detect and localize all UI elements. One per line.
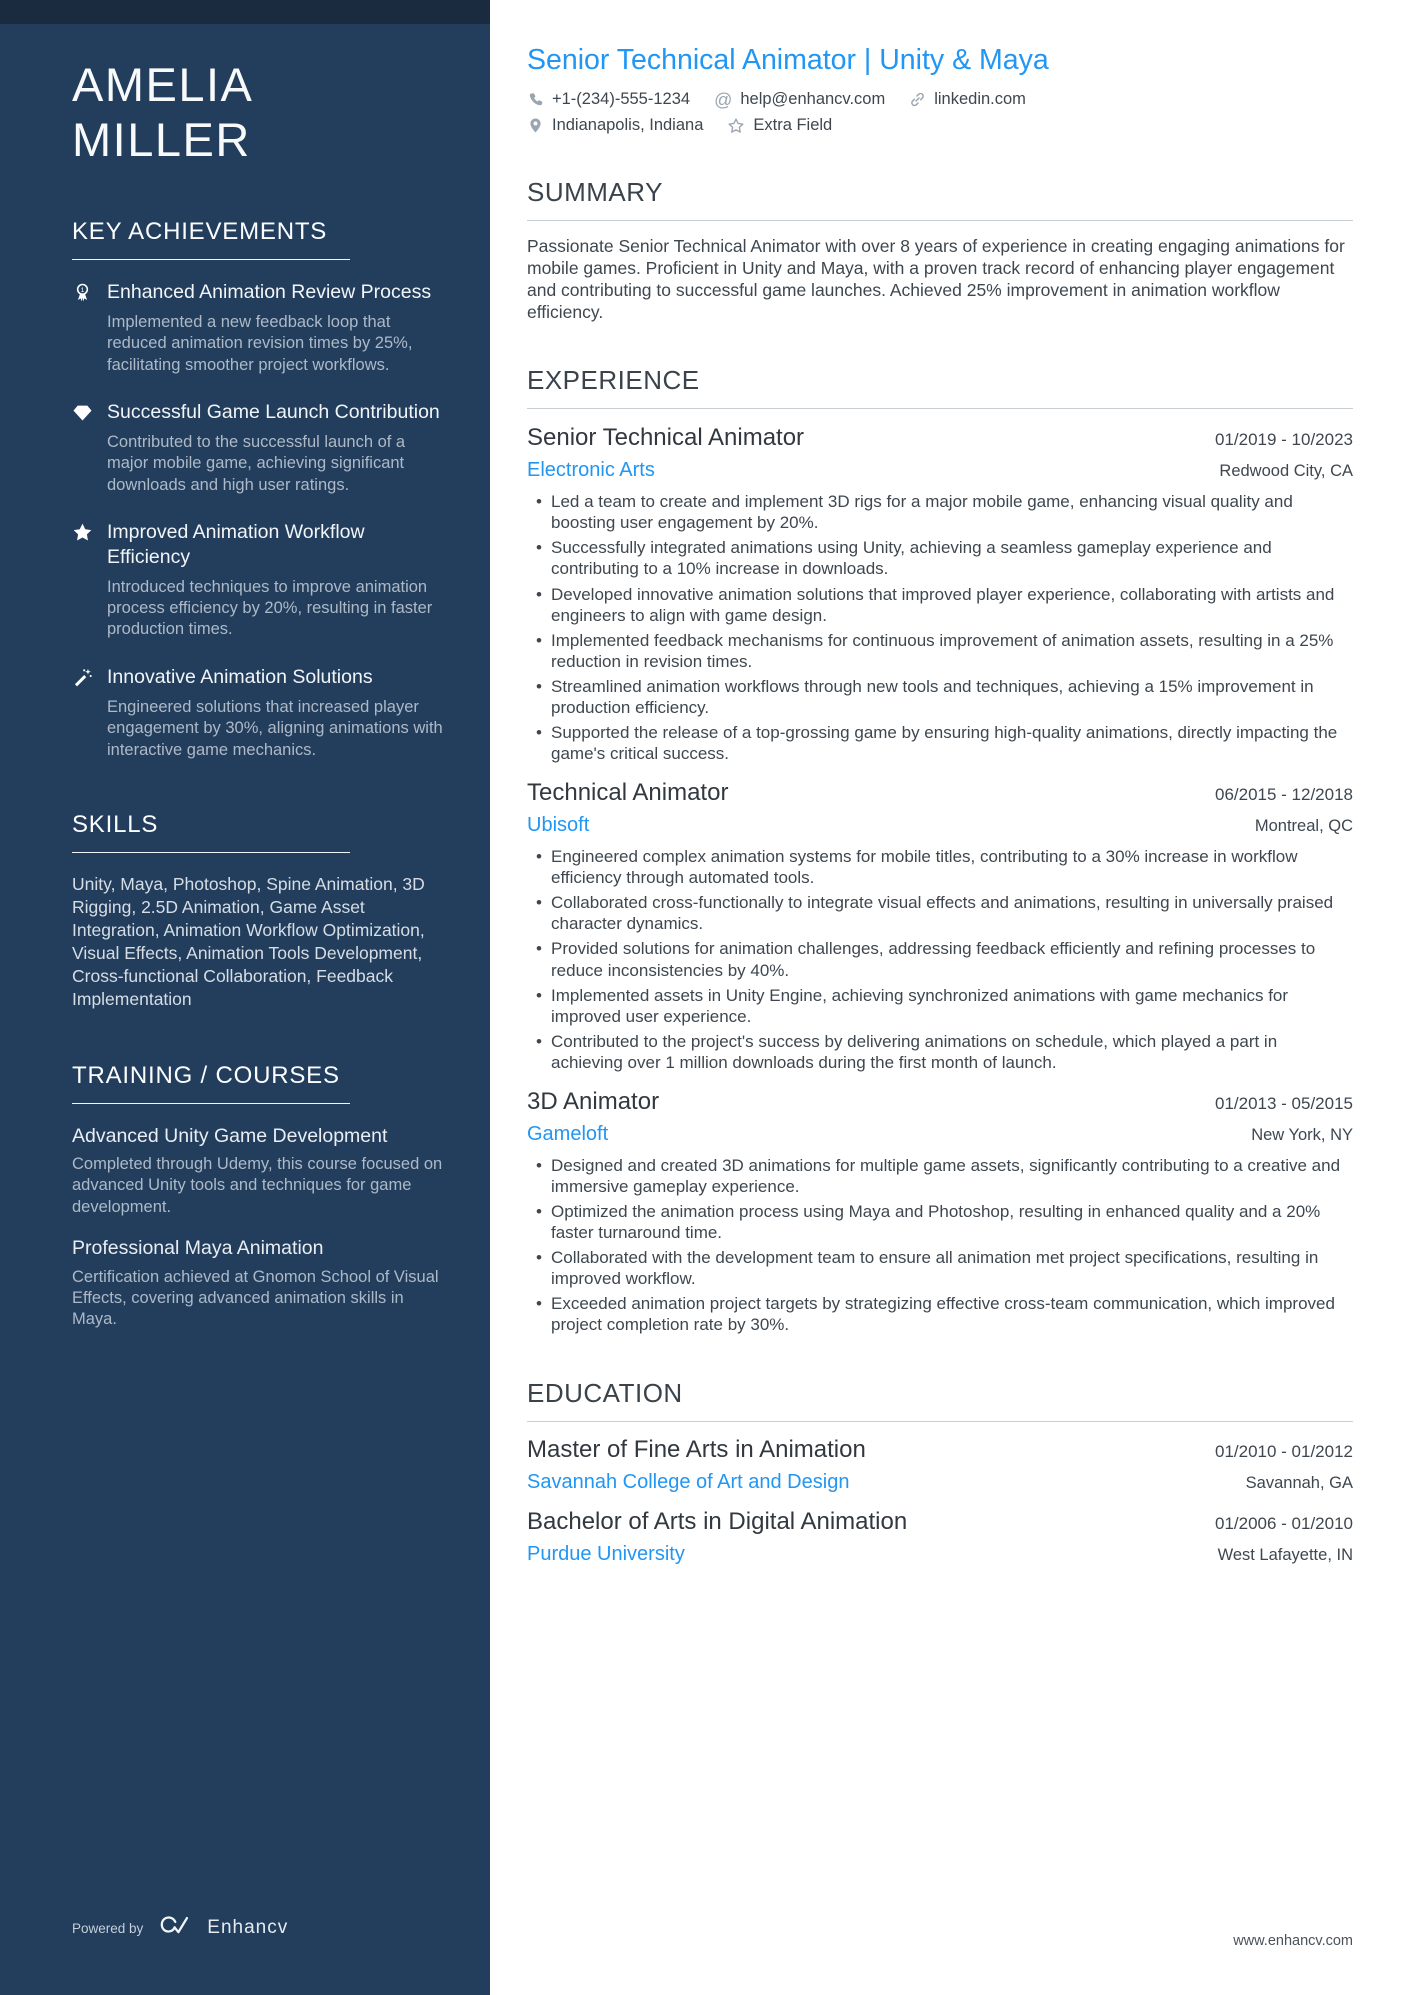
section-divider [72, 1103, 350, 1104]
phone-icon [527, 91, 544, 108]
education-location: Savannah, GA [1245, 1473, 1353, 1492]
link-icon [909, 91, 926, 108]
education-dates: 01/2010 - 01/2012 [1214, 1441, 1353, 1461]
section-divider [72, 259, 350, 260]
course-description: Completed through Udemy, this course focused on advanced Unity tools and techniques for game development. [72, 1154, 443, 1216]
linkedin-contact[interactable] [909, 90, 1026, 109]
job-bullet: • Designed and created 3D animations for multiple game assets, significantly contributing to a creative and immersive gameplay experience. [551, 1155, 1353, 1197]
candidate-name-line2: MILLER [72, 112, 251, 166]
powered-by-footer [72, 1913, 288, 1943]
job-title: 3D Animator [527, 1087, 660, 1115]
company-name: Ubisoft [527, 814, 590, 837]
job-location: Montreal, QC [1254, 817, 1353, 836]
achievement-description: Contributed to the successful launch of a major mobile game, achieving significant downloads and high user ratings. [107, 432, 406, 494]
achievement-item [72, 400, 444, 496]
achievement-description: Implemented a new feedback loop that reduced animation revision times by 25%, facilitating smoother project workflows. [107, 312, 413, 374]
contact-info [527, 90, 1353, 135]
degree-title: Master of Fine Arts in Animation [527, 1435, 866, 1463]
linkedin-url: linkedin.com [934, 90, 1026, 108]
achievement-description: Engineered solutions that increased player engagement by 30%, aligning animations with interactive game mechanics. [107, 697, 443, 759]
job-bullet: • Contributed to the project's success by delivering animations on schedule, which played a part in achieving over 1 million downloads during the first month of launch. [551, 1031, 1353, 1073]
job-bullet: • Engineered complex animation systems for mobile titles, contributing to a 30% increase in workflow efficiency through automated tools. [551, 846, 1353, 888]
candidate-name-line1: AMELIA [72, 58, 254, 111]
job-title: Senior Technical Animator [527, 424, 805, 452]
job-bullet: • Streamlined animation workflows through new tools and techniques, achieving a 15% improvement in production efficiency. [551, 676, 1353, 718]
job-bullet: • Exceeded animation project targets by strategizing effective cross-team communication, which improved project completion rate by 30%. [551, 1293, 1353, 1335]
experience-entry [527, 779, 1353, 1073]
job-dates: 01/2013 - 05/2015 [1214, 1093, 1353, 1113]
course-title: Professional Maya Animation [72, 1237, 324, 1260]
email-contact[interactable] [714, 90, 885, 109]
company-name: Electronic Arts [527, 459, 655, 482]
star-icon [72, 520, 94, 641]
job-bullet: • Collaborated with the development team to ensure all animation met project specifications, resulting in improved workflow. [551, 1247, 1353, 1289]
job-dates: 06/2015 - 12/2018 [1214, 785, 1353, 805]
achievement-item [72, 665, 444, 761]
summary-section-title: SUMMARY [527, 177, 1353, 221]
skills-list: Unity, Maya, Photoshop, Spine Animation, 3D Rigging, 2.5D Animation, Game Asset Integration, Animation Workflow Optimization, Visual Effects, Animation Tools Development, Cross-functional Collaboration, Feedback Implementation [72, 873, 425, 1010]
job-title: Technical Animator [527, 779, 729, 807]
job-location: Redwood City, CA [1219, 462, 1353, 481]
experience-entry [527, 424, 1353, 764]
school-name: Savannah College of Art and Design [527, 1470, 850, 1493]
sidebar-top-strip [0, 0, 490, 24]
location-text: Indianapolis, Indiana [552, 116, 704, 134]
job-bullet: • Successfully integrated animations using Unity, achieving a seamless gameplay experience and contributing to a 10% increase in downloads. [551, 537, 1353, 579]
job-bullet: • Developed innovative animation solutions that improved player experience, collaborating with artists and engineers to align with game design. [551, 584, 1353, 626]
svg-text:1: 1 [80, 286, 85, 294]
job-bullet: • Collaborated cross-functionally to integrate visual effects and animations, resulting in universally praised character dynamics. [551, 892, 1353, 934]
wand-icon [72, 665, 94, 761]
achievement-title: Enhanced Animation Review Process [107, 280, 432, 303]
achievement-description: Introduced techniques to improve animation process efficiency by 20%, resulting in faster production times. [107, 577, 433, 639]
email-address: help@enhancv.com [740, 90, 886, 108]
degree-title: Bachelor of Arts in Digital Animation [527, 1507, 908, 1535]
enhancv-brand-label: Enhancv [207, 1917, 289, 1938]
location-pin-icon [527, 117, 544, 134]
resume-headline: Senior Technical Animator | Unity & Maya [527, 44, 1049, 76]
sidebar [0, 0, 490, 1995]
job-bullet-list [527, 1155, 1353, 1336]
experience-entry [527, 1088, 1353, 1336]
gem-icon [72, 400, 94, 496]
medal-icon [72, 280, 94, 376]
education-section-title: EDUCATION [527, 1378, 1353, 1422]
candidate-name [72, 58, 444, 168]
job-bullet: • Provided solutions for animation challenges, addressing feedback efficiently and refining processes to reduce inconsistencies by 40%. [551, 938, 1353, 980]
achievement-title: Improved Animation Workflow Efficiency [107, 521, 365, 568]
key-achievements-title: KEY ACHIEVEMENTS [72, 217, 328, 245]
achievement-item [72, 520, 444, 641]
achievement-title: Successful Game Launch Contribution [107, 401, 440, 424]
job-bullet: • Optimized the animation process using Maya and Photoshop, resulting in enhanced quality and a 20% faster turnaround time. [551, 1201, 1353, 1243]
company-name: Gameloft [527, 1122, 609, 1145]
education-dates: 01/2006 - 01/2010 [1214, 1513, 1353, 1533]
phone-contact[interactable] [527, 90, 690, 109]
training-courses-title: TRAINING / COURSES [72, 1061, 340, 1089]
school-name: Purdue University [527, 1542, 685, 1565]
enhancv-website-link[interactable]: www.enhancv.com [1233, 1933, 1353, 1949]
education-location: West Lafayette, IN [1217, 1545, 1353, 1564]
summary-text: Passionate Senior Technical Animator with over 8 years of experience in creating engaging animations for mobile games. Proficient in Unity and Maya, with a proven track record of enhancing player engagement and contributing to successful game launches. Achieved 25% improvement in animation workflow efficiency. [527, 236, 1345, 323]
education-entry [527, 1508, 1353, 1566]
course-description: Certification achieved at Gnomon School of Visual Effects, covering advanced animation skills in Maya. [72, 1267, 439, 1329]
education-entry [527, 1436, 1353, 1494]
powered-by-label: Powered by [72, 1920, 144, 1936]
job-dates: 01/2019 - 10/2023 [1214, 430, 1353, 450]
job-bullet: • Implemented feedback mechanisms for continuous improvement of animation assets, resulting in a 25% reduction in revision times. [551, 630, 1353, 672]
extra-field [727, 116, 832, 135]
achievement-title: Innovative Animation Solutions [107, 665, 373, 688]
star-outline-icon [727, 117, 745, 135]
location-contact [527, 116, 703, 135]
job-bullet-list [527, 491, 1353, 764]
course-title: Advanced Unity Game Development [72, 1124, 388, 1147]
job-bullet: • Led a team to create and implement 3D rigs for a major mobile game, enhancing visual quality and boosting user engagement by 20%. [551, 491, 1353, 533]
experience-section-title: EXPERIENCE [527, 365, 1353, 409]
job-bullet-list [527, 846, 1353, 1073]
enhancv-logo-icon [156, 1913, 194, 1943]
job-location: New York, NY [1251, 1125, 1353, 1144]
job-bullet: • Supported the release of a top-grossing game by ensuring high-quality animations, directly impacting the game's critical success. [551, 722, 1353, 764]
extra-field-text: Extra Field [753, 116, 833, 134]
main-content [490, 0, 1410, 1995]
phone-number: +1-(234)-555-1234 [552, 90, 691, 108]
job-bullet: • Implemented assets in Unity Engine, achieving synchronized animations with game mechanics for improved user experience. [551, 985, 1353, 1027]
section-divider [72, 852, 350, 853]
achievement-item [72, 280, 444, 376]
skills-title: SKILLS [72, 810, 159, 838]
course-item [72, 1124, 444, 1219]
at-icon: @ [714, 89, 733, 110]
course-item [72, 1236, 444, 1331]
